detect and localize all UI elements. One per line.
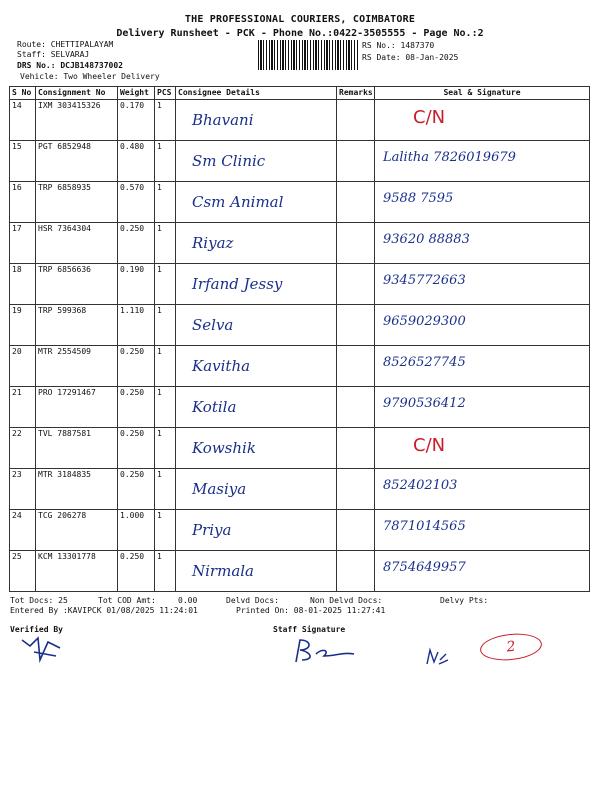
row-cno: IXM 303415326 — [36, 100, 118, 141]
row-sno: 25 — [10, 551, 36, 592]
consignee-handwriting: Priya — [192, 521, 232, 539]
delvd-docs: Delvd Docs: — [226, 596, 279, 605]
consignee-handwriting: Irfand Jessy — [192, 275, 283, 293]
signature-handwriting: Lalitha 7826019679 — [383, 150, 516, 165]
row-cno: MTR 2554509 — [36, 346, 118, 387]
row-signature — [375, 551, 590, 592]
row-weight: 0.190 — [118, 264, 155, 305]
company-title: THE PROFESSIONAL COURIERS, COIMBATORE — [184, 14, 416, 25]
consignee-handwriting: Kowshik — [192, 439, 256, 457]
col-pcs: PCS — [155, 87, 176, 100]
row-remarks — [337, 182, 375, 223]
table-row — [10, 510, 590, 551]
table-header-row — [10, 87, 590, 100]
signature-handwriting: 7871014565 — [383, 519, 466, 534]
signature-handwriting: C/N — [413, 435, 446, 456]
row-pcs: 1 — [155, 141, 176, 182]
consignee-handwriting: Kotila — [192, 398, 237, 416]
consignee-handwriting: Sm Clinic — [192, 152, 266, 170]
runsheet-table — [9, 86, 590, 592]
row-pcs: 1 — [155, 182, 176, 223]
row-consignee — [176, 141, 337, 182]
circled-mark — [479, 631, 543, 663]
row-weight: 0.250 — [118, 223, 155, 264]
row-weight: 0.170 — [118, 100, 155, 141]
row-pcs: 1 — [155, 346, 176, 387]
row-remarks — [337, 469, 375, 510]
row-signature — [375, 223, 590, 264]
route-label: Route: CHETTIPALAYAM — [17, 40, 114, 49]
row-cno: PGT 6852948 — [36, 141, 118, 182]
consignee-handwriting: Kavitha — [192, 357, 251, 375]
signature-handwriting: 9659029300 — [383, 314, 466, 329]
delvy-pts: Delvy Pts: — [440, 596, 489, 605]
consignee-handwriting: Csm Animal — [192, 193, 284, 211]
circled-number: 2 — [505, 638, 517, 656]
row-pcs: 1 — [155, 510, 176, 551]
row-cno: TRP 6856636 — [36, 264, 118, 305]
vehicle-label: Vehicle: Two Wheeler Delivery — [20, 72, 160, 81]
row-remarks — [337, 100, 375, 141]
row-consignee — [176, 305, 337, 346]
row-consignee — [176, 469, 337, 510]
table-row — [10, 346, 590, 387]
row-consignee — [176, 428, 337, 469]
row-pcs: 1 — [155, 469, 176, 510]
table-row — [10, 141, 590, 182]
row-signature — [375, 510, 590, 551]
tot-cod-value: 0.00 — [178, 596, 198, 605]
row-remarks — [337, 510, 375, 551]
row-weight: 0.480 — [118, 141, 155, 182]
row-cno: TCG 206278 — [36, 510, 118, 551]
barcode — [258, 40, 358, 70]
col-weight: Weight — [118, 87, 155, 100]
staff-signature-label: Staff Signature — [273, 625, 346, 634]
table-row — [10, 223, 590, 264]
row-weight: 0.250 — [118, 551, 155, 592]
table-row — [10, 387, 590, 428]
row-weight: 0.570 — [118, 182, 155, 223]
table-row — [10, 428, 590, 469]
row-consignee — [176, 264, 337, 305]
row-pcs: 1 — [155, 223, 176, 264]
table-row — [10, 264, 590, 305]
table-row — [10, 182, 590, 223]
row-consignee — [176, 551, 337, 592]
consignee-handwriting: Masiya — [192, 480, 247, 498]
row-pcs: 1 — [155, 100, 176, 141]
row-sno: 17 — [10, 223, 36, 264]
row-signature — [375, 182, 590, 223]
row-remarks — [337, 387, 375, 428]
row-pcs: 1 — [155, 551, 176, 592]
printed-on: Printed On: 08-01-2025 11:27:41 — [236, 606, 386, 615]
col-remarks: Remarks — [337, 87, 375, 100]
row-sno: 24 — [10, 510, 36, 551]
initials-mark-icon — [424, 646, 450, 668]
row-cno: KCM 13301778 — [36, 551, 118, 592]
row-signature — [375, 264, 590, 305]
row-sno: 16 — [10, 182, 36, 223]
row-consignee — [176, 182, 337, 223]
consignee-handwriting: Selva — [192, 316, 234, 334]
row-remarks — [337, 428, 375, 469]
row-weight: 0.250 — [118, 428, 155, 469]
row-pcs: 1 — [155, 305, 176, 346]
row-remarks — [337, 223, 375, 264]
row-cno: HSR 7364304 — [36, 223, 118, 264]
rs-date: RS Date: 08-Jan-2025 — [362, 53, 459, 62]
row-sno: 14 — [10, 100, 36, 141]
row-consignee — [176, 510, 337, 551]
row-sno: 22 — [10, 428, 36, 469]
row-cno: TRP 6858935 — [36, 182, 118, 223]
staff-signature-icon — [290, 636, 360, 666]
verified-by-label: Verified By — [10, 625, 63, 634]
row-remarks — [337, 551, 375, 592]
staff-label: Staff: SELVARAJ — [17, 50, 90, 59]
row-remarks — [337, 305, 375, 346]
drs-number: DRS No.: DCJB148737002 — [17, 61, 123, 70]
row-signature — [375, 469, 590, 510]
col-consignee: Consignee Details — [176, 87, 337, 100]
tot-docs: Tot Docs: 25 — [10, 596, 68, 605]
signature-handwriting: 9588 7595 — [383, 191, 454, 206]
signature-handwriting: C/N — [413, 107, 446, 128]
row-consignee — [176, 223, 337, 264]
row-signature — [375, 305, 590, 346]
row-weight: 0.250 — [118, 346, 155, 387]
signature-handwriting: 9345772663 — [383, 273, 466, 288]
col-sno: S No — [10, 87, 36, 100]
row-weight: 0.250 — [118, 387, 155, 428]
row-consignee — [176, 346, 337, 387]
row-pcs: 1 — [155, 428, 176, 469]
row-signature — [375, 100, 590, 141]
row-signature — [375, 428, 590, 469]
entered-by: Entered By :KAVIPCK 01/08/2025 11:24:01 — [10, 606, 198, 615]
row-remarks — [337, 346, 375, 387]
consignee-handwriting: Nirmala — [192, 562, 254, 580]
row-cno: TVL 7887581 — [36, 428, 118, 469]
table-row — [10, 100, 590, 141]
row-pcs: 1 — [155, 387, 176, 428]
signature-handwriting: 8526527745 — [383, 355, 466, 370]
row-signature — [375, 141, 590, 182]
consignee-handwriting: Bhavani — [192, 111, 254, 129]
row-remarks — [337, 141, 375, 182]
row-cno: PRO 17291467 — [36, 387, 118, 428]
row-sno: 21 — [10, 387, 36, 428]
table-row — [10, 305, 590, 346]
signature-handwriting: 852402103 — [383, 478, 458, 493]
row-sno: 23 — [10, 469, 36, 510]
row-sno: 20 — [10, 346, 36, 387]
signature-handwriting: 8754649957 — [383, 560, 466, 575]
signature-handwriting: 93620 88883 — [383, 232, 470, 247]
col-seal: Seal & Signature — [375, 87, 590, 100]
rs-number: RS No.: 1487370 — [362, 41, 435, 50]
runsheet-title: Delivery Runsheet - PCK - Phone No.:0422-3505555 - Page No.:2 — [116, 28, 484, 39]
row-sno: 18 — [10, 264, 36, 305]
signature-handwriting: 9790536412 — [383, 396, 466, 411]
row-weight: 1.110 — [118, 305, 155, 346]
consignee-handwriting: Riyaz — [192, 234, 234, 252]
col-consignment: Consignment No — [36, 87, 118, 100]
row-weight: 1.000 — [118, 510, 155, 551]
verified-signature-icon — [18, 632, 64, 664]
row-pcs: 1 — [155, 264, 176, 305]
row-weight: 0.250 — [118, 469, 155, 510]
table-row — [10, 469, 590, 510]
tot-cod-label: Tot COD Amt: — [98, 596, 156, 605]
row-consignee — [176, 100, 337, 141]
row-remarks — [337, 264, 375, 305]
row-signature — [375, 346, 590, 387]
row-cno: TRP 599368 — [36, 305, 118, 346]
row-signature — [375, 387, 590, 428]
non-delvd-docs: Non Delvd Docs: — [310, 596, 383, 605]
row-sno: 19 — [10, 305, 36, 346]
table-row — [10, 551, 590, 592]
row-consignee — [176, 387, 337, 428]
row-cno: MTR 3184835 — [36, 469, 118, 510]
row-sno: 15 — [10, 141, 36, 182]
